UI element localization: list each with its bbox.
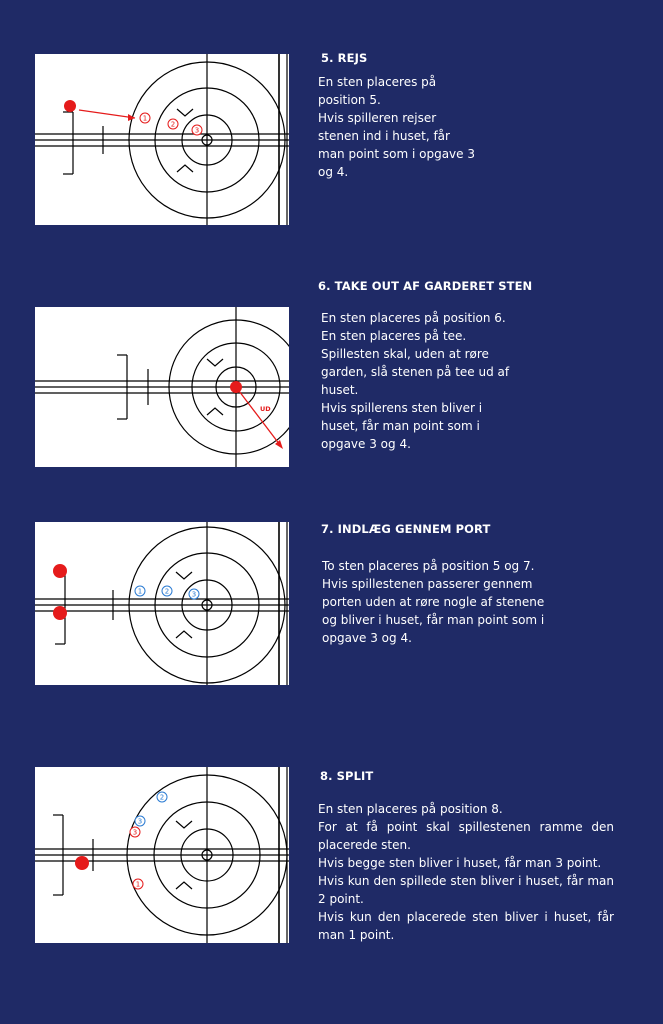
curling-sheet-diagram [35,54,289,225]
text-line: og bliver i huset, får man point som i [322,613,545,627]
stone-position-5 [53,564,67,578]
marker-3: 3 [137,817,143,826]
exercise-8-description [318,800,614,944]
text-line: Hvis kun den spillede sten bliver i huset, får man 2 point. [318,874,614,906]
marker-2: 2 [164,587,170,596]
text-line: Hvis begge sten bliver i huset, får man 3 point. [318,856,602,870]
marker-3: 3 [191,590,197,599]
exercise-5-title: 5. REJS [321,51,368,65]
stone-position-8 [75,856,89,870]
exercise-8-title: 8. SPLIT [320,769,374,783]
stone-position-5 [64,100,76,112]
text-line: huset, får man point som i [321,419,480,433]
text-line: Hvis spilleren rejser [318,111,437,125]
text-line: Hvis kun den placerede sten bliver i huset, får man 1 point. [318,910,614,942]
diagram-take-out [35,307,289,467]
marker-2: 2 [159,793,165,802]
text-line: garden, slå stenen på tee ud af [321,365,510,379]
diagram-split [35,767,289,943]
marker-3: 3 [132,828,138,837]
text-line: En sten placeres på position 6. [321,311,506,325]
text-line: Hvis spillerens sten bliver i [321,401,483,415]
stone-on-tee [230,381,242,393]
text-line: To sten placeres på position 5 og 7. [322,559,535,573]
marker-3: 3 [194,126,200,135]
exercise-6-description [321,309,541,453]
text-line: man point som i opgave 3 [318,147,475,161]
diagram-rejs [35,54,289,225]
exercise-7-title: 7. INDLÆG GENNEM PORT [321,522,491,536]
text-line: Hvis spillestenen passerer gennem [322,577,533,591]
exercise-5-description [318,73,518,181]
curling-sheet-diagram [35,767,289,943]
text-line: porten uden at røre nogle af stenene [322,595,545,609]
marker-2: 2 [170,120,176,129]
text-line: stenen ind i huset, får [318,129,450,143]
text-line: En sten placeres på [318,75,437,89]
text-line: opgave 3 og 4. [321,437,411,451]
exercise-7-description [322,557,562,647]
marker-1: 1 [135,880,141,889]
out-label: UD [260,405,271,413]
text-line: opgave 3 og 4. [322,631,412,645]
text-line: En sten placeres på tee. [321,329,467,343]
curling-sheet-diagram [35,522,289,685]
text-line: og 4. [318,165,349,179]
exercise-6-title: 6. TAKE OUT AF GARDERET STEN [318,279,533,293]
text-line: Spillesten skal, uden at røre [321,347,489,361]
text-line: For at få point skal spillestenen ramme den placerede sten. [318,820,614,852]
text-line: En sten placeres på position 8. [318,802,503,816]
text-line: position 5. [318,93,381,107]
stone-position-7 [53,606,67,620]
diagram-port [35,522,289,685]
marker-1: 1 [137,587,143,596]
text-line: huset. [321,383,359,397]
curling-sheet-diagram [35,307,289,467]
marker-1: 1 [142,114,148,123]
